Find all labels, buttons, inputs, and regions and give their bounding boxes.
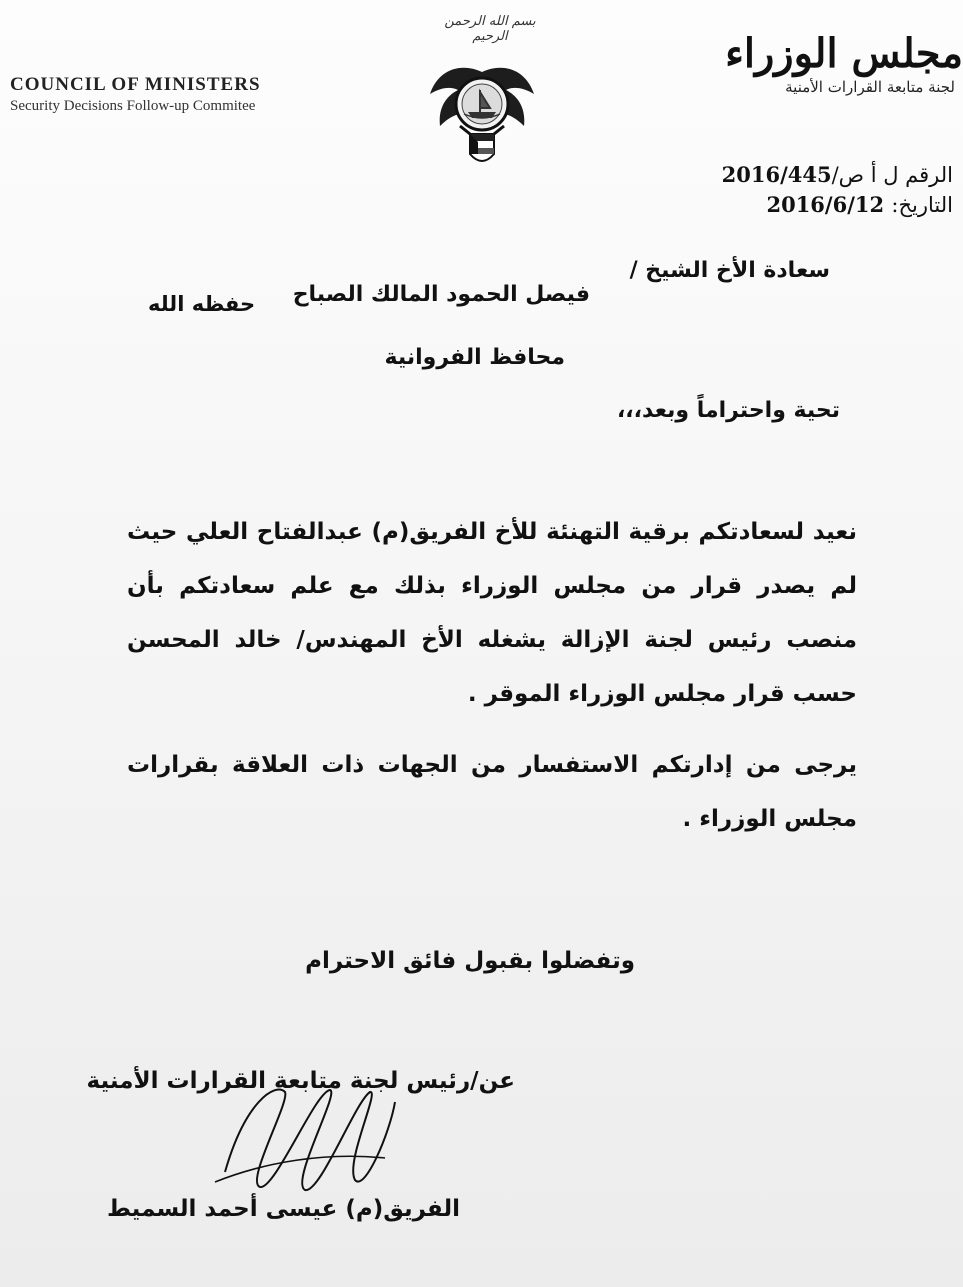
- signature-on-behalf: عن/رئيس لجنة متابعة القرارات الأمنية: [86, 1068, 515, 1094]
- basmala: بسم الله الرحمن الرحيم: [444, 14, 536, 44]
- arabic-title: مجلس الوزراء: [725, 30, 963, 77]
- reference-number-value: 2016/445: [721, 162, 832, 187]
- closing-line: وتفضلوا بقبول فائق الاحترام: [305, 948, 635, 974]
- reference-date-label: التاريخ:: [891, 193, 953, 217]
- arabic-letterhead: [645, 30, 963, 96]
- body-paragraph-2: يرجى من إدارتكم الاستفسار من الجهات ذات العلاقة بقرارات مجلس الوزراء .: [127, 752, 857, 832]
- arabic-subtitle: لجنة متابعة القرارات الأمنية: [785, 78, 955, 96]
- body-paragraph-1: نعيد لسعادتكم برقية التهنئة للأخ الفريق(م) عبدالفتاح العلي حيث لم يصدر قرار من مجلس الوزراء بذلك مع علم سعادتكم بأن منصب رئيس لجنة الإزالة يشغله الأخ المهندس/ خالد المحسن حسب قرار مجلس الوزراء الموقر .: [127, 519, 857, 707]
- greeting: تحية واحتراماً وبعد،،،: [616, 398, 840, 423]
- handwritten-signature-icon: [205, 1062, 405, 1212]
- reference-number-line: [585, 160, 953, 190]
- salutation: سعادة الأخ الشيخ /: [629, 258, 830, 283]
- english-title: COUNCIL OF MINISTERS: [10, 74, 261, 95]
- kuwait-emblem-icon: [420, 42, 544, 176]
- reference-number-label: الرقم ل أ ص/: [831, 163, 953, 187]
- reference-date-value: 2016/6/12: [766, 192, 885, 217]
- addressee-honorific: حفظه الله: [148, 292, 256, 316]
- signer-name: الفريق(م) عيسى أحمد السميط: [107, 1196, 460, 1222]
- reference-block: [585, 160, 953, 220]
- reference-date-line: [585, 190, 953, 220]
- english-letterhead: [10, 74, 340, 115]
- english-subtitle: Security Decisions Follow-up Commitee: [10, 98, 256, 114]
- addressee-title: محافظ الفروانية: [384, 345, 565, 370]
- addressee-name: فيصل الحمود المالك الصباح: [292, 282, 590, 307]
